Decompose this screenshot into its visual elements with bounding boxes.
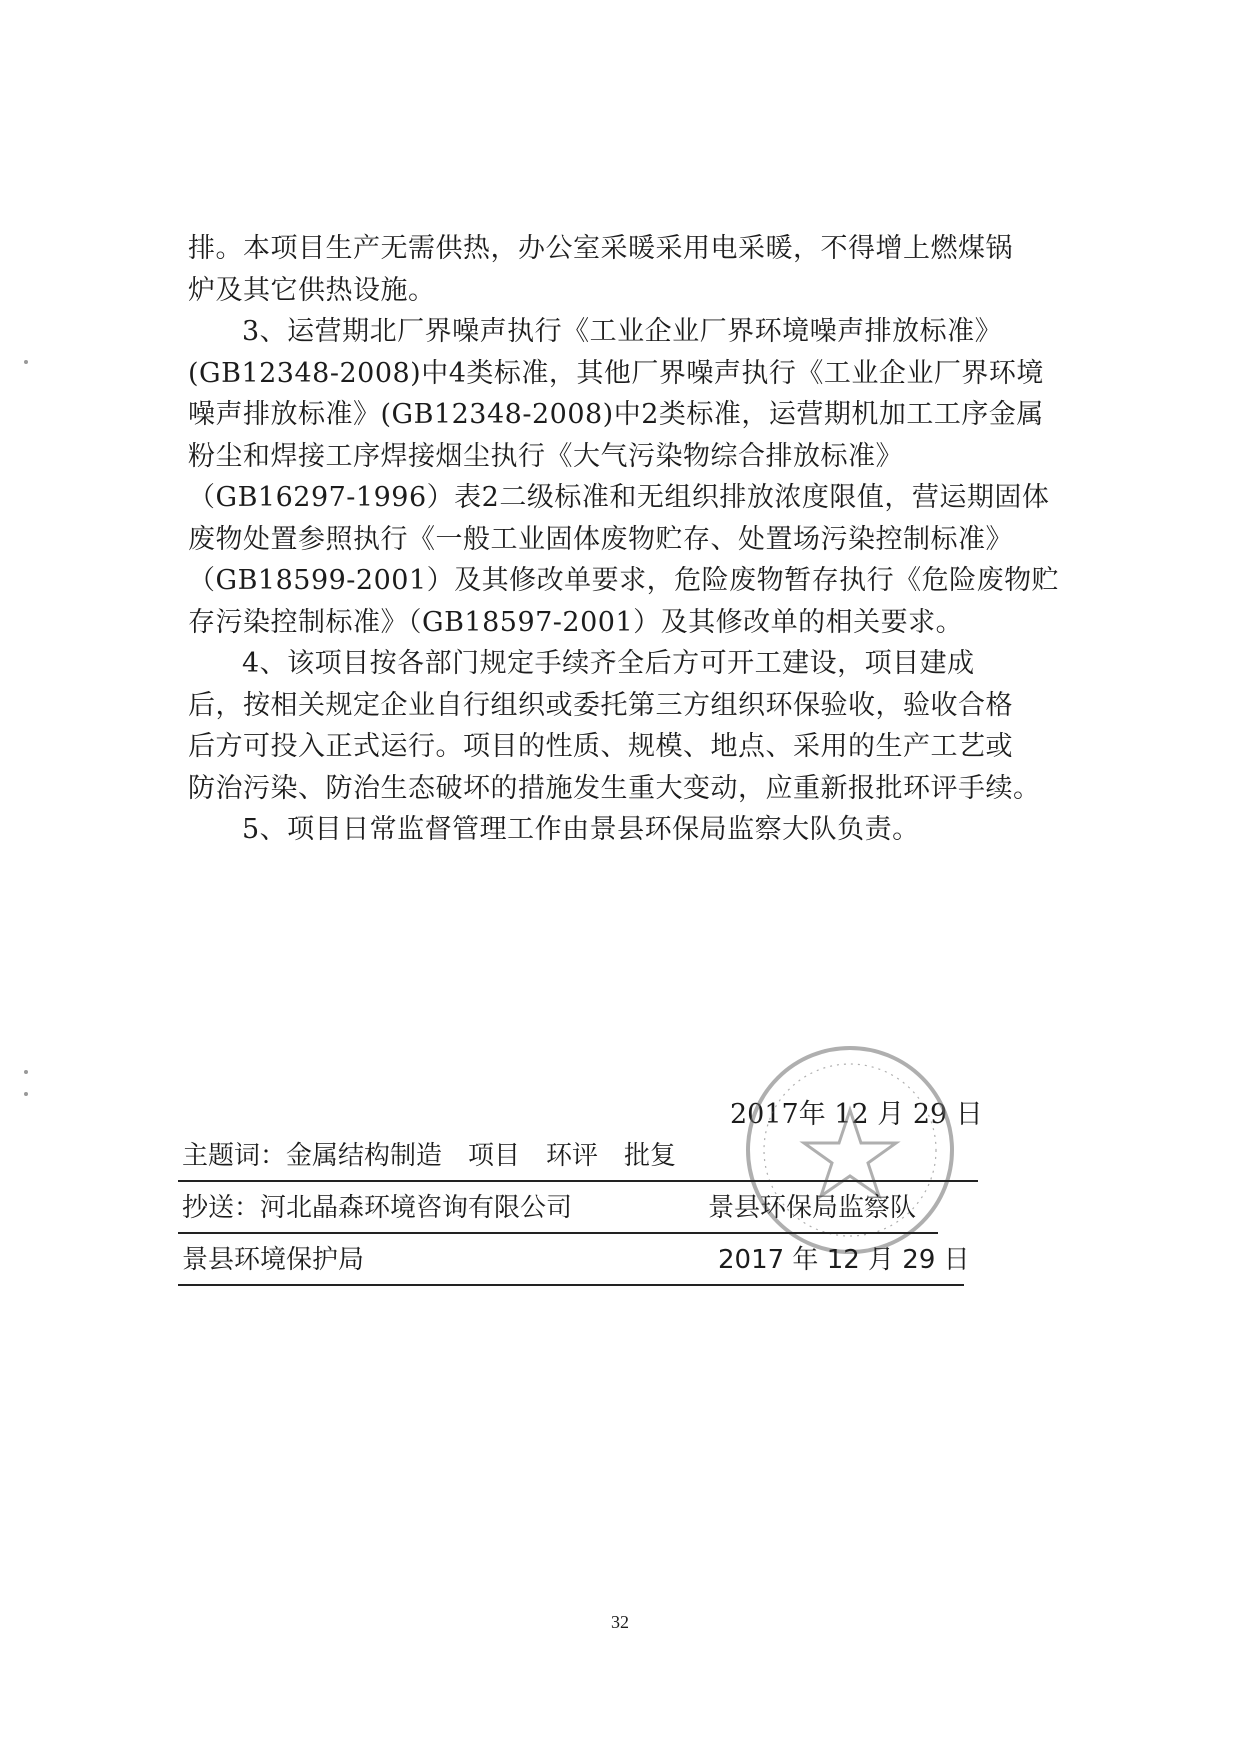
body-text <box>188 228 1060 851</box>
cc-row <box>178 1182 978 1234</box>
body-line: 5、项目日常监督管理工作由景县环保局监察大队负责。 <box>242 814 920 845</box>
print-date: 2017 年 12 月 29 日 <box>718 1245 970 1275</box>
body-line: 防治污染、防治生态破坏的措施发生重大变动，应重新报批环评手续。 <box>188 772 1041 804</box>
cc-company: 抄送：河北晶森环境咨询有限公司 <box>182 1193 573 1223</box>
scan-mark <box>24 1092 28 1096</box>
body-line: 存污染控制标准》（GB18597-2001）及其修改单的相关要求。 <box>188 606 964 638</box>
subject-words-row <box>178 1130 978 1182</box>
subject-words: 主题词：金属结构制造 项目 环评 批复 <box>182 1141 677 1171</box>
scan-mark <box>24 1070 28 1074</box>
scan-mark <box>24 360 28 364</box>
body-line: 后方可投入正式运行。项目的性质、规模、地点、采用的生产工艺或 <box>188 731 1013 762</box>
body-line: 炉及其它供热设施。 <box>188 274 436 306</box>
body-line: （GB16297-1996）表2二级标准和无组织排放浓度限值，营运期固体 <box>188 482 1050 513</box>
body-line: (GB12348-2008)中4类标准，其他厂界噪声执行《工业企业厂界环境 <box>188 357 1044 389</box>
body-line: 排。本项目生产无需供热，办公室采暖采用电采暖，不得增上燃煤锅 <box>188 233 1013 264</box>
issuer-row <box>178 1234 978 1286</box>
body-line: 3、运营期北厂界噪声执行《工业企业厂界环境噪声排放标准》 <box>242 316 1003 347</box>
body-line: 废物处置参照执行《一般工业固体废物贮存、处置场污染控制标准》 <box>188 523 1013 555</box>
body-line: 后，按相关规定企业自行组织或委托第三方组织环保验收，验收合格 <box>188 689 1013 721</box>
body-line: 噪声排放标准》(GB12348-2008)中2类标准，运营期机加工工序金属 <box>188 399 1044 430</box>
issue-date: 2017年 12 月 29 日 <box>730 1099 983 1130</box>
page-number: 32 <box>611 1612 629 1632</box>
body-line: 4、该项目按各部门规定手续齐全后方可开工建设，项目建成 <box>242 648 975 679</box>
cc-second: 景县环保局监察队 <box>708 1193 917 1223</box>
divider <box>178 1284 964 1286</box>
body-line: （GB18599-2001）及其修改单要求，危险废物暂存执行《危险废物贮 <box>188 565 1060 596</box>
document-footer <box>178 1130 978 1286</box>
issuer: 景县环境保护局 <box>182 1245 365 1275</box>
body-line: 粉尘和焊接工序焊接烟尘执行《大气污染物综合排放标准》 <box>188 440 903 472</box>
